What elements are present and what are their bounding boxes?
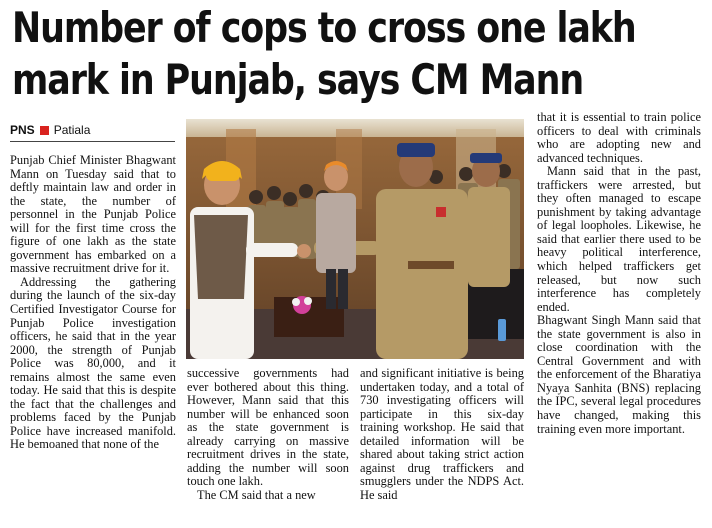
paragraph: successive governments had ever bothered about this thing. However, Mann said that this number will be enhanced soon as the state government is already carrying on massive recruitment drives in the state, adding the number will soon touch one lakh. xyxy=(187,367,349,489)
paragraph: Punjab Chief Minister Bhagwant Mann on Tuesday said that to deftly maintain law and order in the state, the number of personnel in the Punjab Police will for the first time cross the figure of one lakh as the state government has embarked on a massive recruitment drive for it. xyxy=(10,154,176,276)
red-square-icon xyxy=(40,126,49,135)
article-column-4 xyxy=(537,111,701,526)
headline xyxy=(12,2,636,106)
byline xyxy=(10,123,175,137)
paragraph: Mann said that in the past, traffickers were arrested, but they often managed to escape punishment by taking advantage of legal loopholes. Likewise, he said that earlier there used to be heavy political interference, which helped traffickers get released, but now such interference has completely ended. xyxy=(537,164,701,314)
article-column-3 xyxy=(360,367,524,527)
paragraph: Bhagwant Singh Mann said that the state government is also in close coordination with the Central Government and with the enforcement of the Bharatiya Nyaya Sanhita (BNS) replacing the IPC, several legal procedures have changed, making this training even more important. xyxy=(537,313,701,436)
headline-line-1: Number of cops to cross one lakh xyxy=(12,3,636,52)
article-column-2 xyxy=(187,367,349,527)
paragraph: Addressing the gathering during the launch of the six-day Certified Investigator Course for Punjab Police investigation officers, he said that in the year 2000, the strength of Punjab Police was 80,000, and it remains almost the same even today. He said that this is despite the fact that the challenges and problems faced by the Punjab Police have increased manifold. He bemoaned that none of the xyxy=(10,274,176,452)
byline-place: Patiala xyxy=(53,123,91,137)
news-photo xyxy=(186,119,524,359)
paragraph: that it is essential to train police officers to deal with criminals who are adopting new and advanced techniques. xyxy=(537,111,701,165)
byline-agency: PNS xyxy=(10,123,35,137)
byline-rule xyxy=(10,141,175,142)
photo-icon xyxy=(186,119,524,359)
paragraph: and significant initiative is being undertaken today, and a total of 730 investigating officers will participate in this six-day training workshop. He said that detailed information will be shared about taking strict action against drug traffickers and smugglers under the NDPS Act. He said xyxy=(360,367,524,502)
paragraph: The CM said that a new xyxy=(197,487,316,502)
headline-line-2: mark in Punjab, says CM Mann xyxy=(12,55,584,104)
article-column-1 xyxy=(10,154,176,524)
